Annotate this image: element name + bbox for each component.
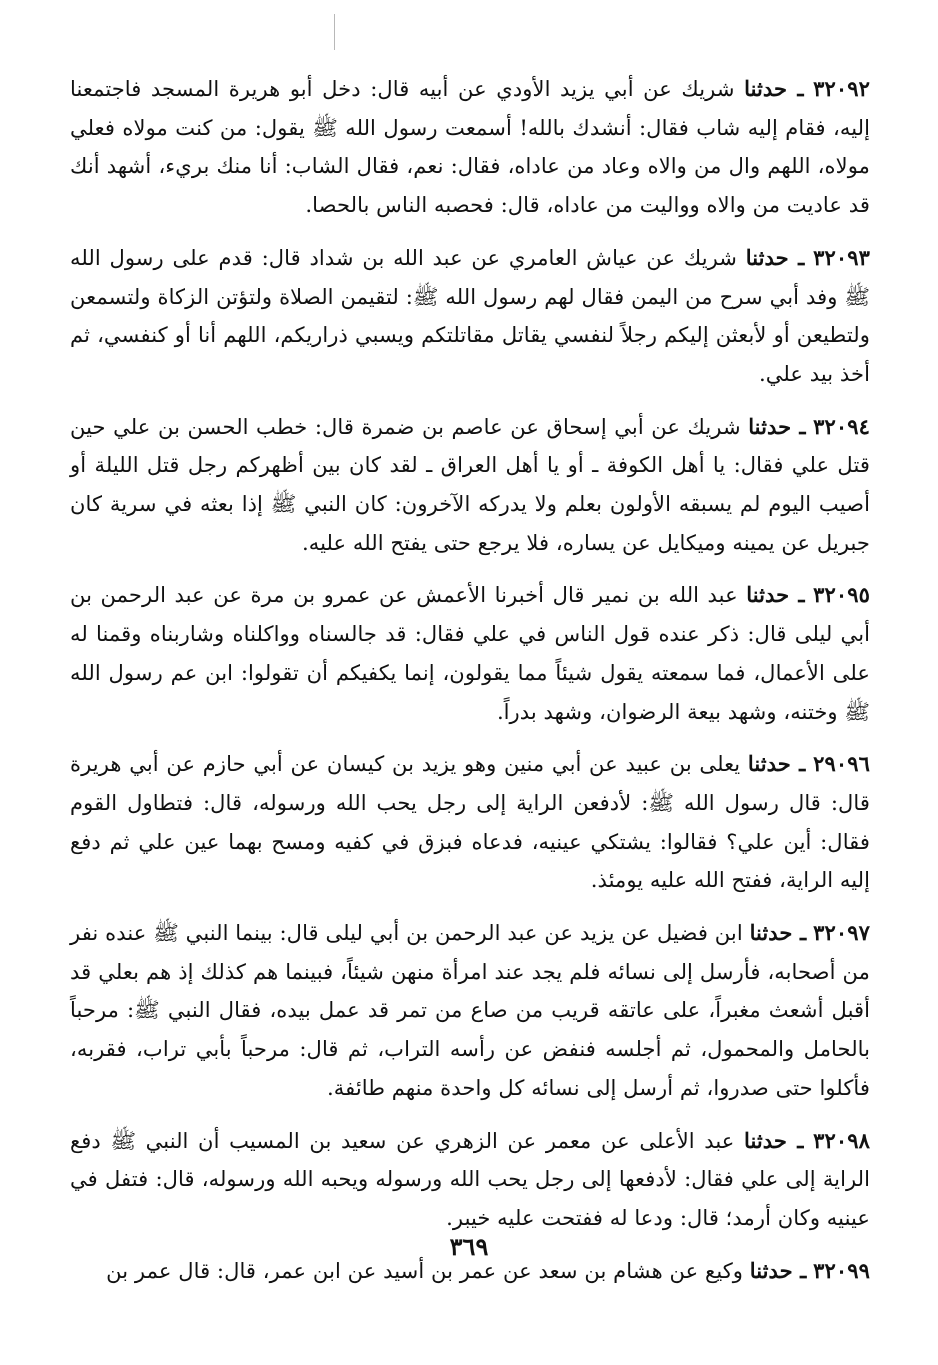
hadith-32098 bbox=[70, 1122, 870, 1238]
scan-artifact-mark bbox=[334, 14, 338, 50]
hadith-32093 bbox=[70, 239, 870, 394]
hadith-number: ٣٢٠٩٩ bbox=[813, 1257, 870, 1283]
page-body bbox=[70, 70, 870, 1304]
hadith-number: ٢٩٠٩٦ bbox=[813, 751, 870, 777]
hadith-text: عبد الله بن نمير قال أخبرنا الأعمش عن عمرو بن مرة عن عبد الرحمن بن أبي ليلى قال: ذكر عنده قول الناس في علي فقال: قد جالسناه وواكلناه وشاربناه وقمنا له على الأعمال، فما سمعته يقول شيئاً مما يقولون، إنما يكفيكم أن تقولوا: ابن عم رسول الله ﷺ وختنه، وشهد بيعة الرضوان، وشهد بدراً. bbox=[70, 582, 870, 724]
hadith-intro: ـ حدثنا bbox=[744, 76, 804, 101]
hadith-intro: ـ حدثنا bbox=[747, 751, 806, 777]
hadith-number: ٣٢٠٩٤ bbox=[813, 413, 870, 439]
hadith-text: يعلى بن عبيد عن أبي منين وهو يزيد بن كيسان عن أبي حازم عن أبي هريرة قال: قال رسول الله ﷺ: لأدفعن الراية إلى رجل يحب الله ورسوله، قال: فتطاول القوم فقال: أين علي؟ فقالوا: يشتكي عينيه، فدعاه فبزق في كفيه ومسح بهما عين علي ثم دفع إليه الراية، ففتح الله عليه يومئذ. bbox=[70, 751, 870, 893]
hadith-intro: ـ حدثنا bbox=[749, 920, 807, 946]
hadith-text: عبد الأعلى عن معمر عن الزهري عن سعيد بن المسيب أن النبي ﷺ دفع الراية إلى علي فقال: لأدفعها إلى رجل يحب الله ورسوله ويحبه الله ورسوله، قال: فتفل في عينيه وكان أرمد؛ قال: ودعا له ففتحت عليه خيبر. bbox=[70, 1127, 870, 1230]
hadith-intro: ـ حدثنا bbox=[745, 244, 805, 270]
hadith-number: ٣٢٠٩٧ bbox=[813, 920, 870, 946]
hadith-29096 bbox=[70, 745, 870, 900]
hadith-number: ٣٢٠٩٨ bbox=[813, 1127, 870, 1153]
hadith-text: شريك عن عياش العامري عن عبد الله بن شداد قال: قدم على رسول الله ﷺ وفد أبي سرح من اليمن فقال لهم رسول الله ﷺ: لتقيمن الصلاة ولتؤتن الزكاة ولتسمعن ولتطيعن أو لأبعثن إليكم رجلاً لنفسي يقاتل مقاتلتكم ويسبي ذراريكم، اللهم أنا أو كنفسي، ثم أخذ بيد علي. bbox=[70, 244, 870, 386]
hadith-text: ابن فضيل عن يزيد عن عبد الرحمن بن أبي ليلى قال: بينما النبي ﷺ عنده نفر من أصحابه، فأرسل إلى نسائه فلم يجد عند امرأة منهن شيئاً، فبينما هم كذلك إذ هم بعلي قد أقبل أشعث مغبراً، على عاتقه قريب من صاع من تمر قد عمل بيده، فقال النبي ﷺ: مرحباً بالحامل والمحمول، ثم أجلسه فنفض عن رأسه التراب، ثم قال: مرحباً بأبي تراب، فقربه، فأكلوا حتى صدروا، ثم أرسل إلى نسائه كل واحدة منهم طائفة. bbox=[70, 920, 870, 1100]
hadith-text: وكيع عن هشام بن سعد عن عمر بن أسيد عن ابن عمر، قال: قال عمر بن bbox=[106, 1257, 744, 1283]
hadith-text: شريك عن أبي يزيد الأودي عن أبيه قال: دخل أبو هريرة المسجد فاجتمعنا إليه، فقام إليه شاب فقال: أنشدك بالله! أسمعت رسول الله ﷺ يقول: من كنت مولاه فعلي مولاه، اللهم وال من والاه وعاد من عاداه، فقال: نعم، فقال الشاب: أنا منك بريء، أشهد أنك قد عاديت من والاه وواليت من عاداه، قال: فحصبه الناس بالحصا. bbox=[70, 76, 870, 218]
hadith-32094 bbox=[70, 408, 870, 563]
hadith-intro: ـ حدثنا bbox=[744, 1127, 804, 1153]
hadith-intro: ـ حدثنا bbox=[746, 582, 805, 608]
hadith-intro: ـ حدثنا bbox=[748, 413, 806, 439]
hadith-text: شريك عن أبي إسحاق عن عاصم بن ضمرة قال: خطب الحسن بن علي حين قتل علي فقال: يا أهل الكوفة ـ أو يا أهل العراق ـ لقد كان بين أظهركم رجل قتل الليلة أو أصيب اليوم لم يسبقه الأولون بعلم ولا يدركه الآخرون: كان النبي ﷺ إذا بعثه في سرية كان جبريل عن يمينه وميكايل عن يساره، فلا يرجع حتى يفتح الله عليه. bbox=[70, 413, 870, 555]
hadith-intro: ـ حدثنا bbox=[749, 1257, 807, 1283]
hadith-number: ٣٢٠٩٣ bbox=[813, 244, 870, 270]
hadith-32092 bbox=[70, 70, 870, 225]
hadith-32097 bbox=[70, 914, 870, 1108]
hadith-number: ٣٢٠٩٥ bbox=[813, 582, 870, 608]
hadith-32095 bbox=[70, 576, 870, 731]
hadith-number: ٣٢٠٩٢ bbox=[813, 76, 870, 101]
page-number: ٣٦٩ bbox=[449, 1232, 489, 1261]
